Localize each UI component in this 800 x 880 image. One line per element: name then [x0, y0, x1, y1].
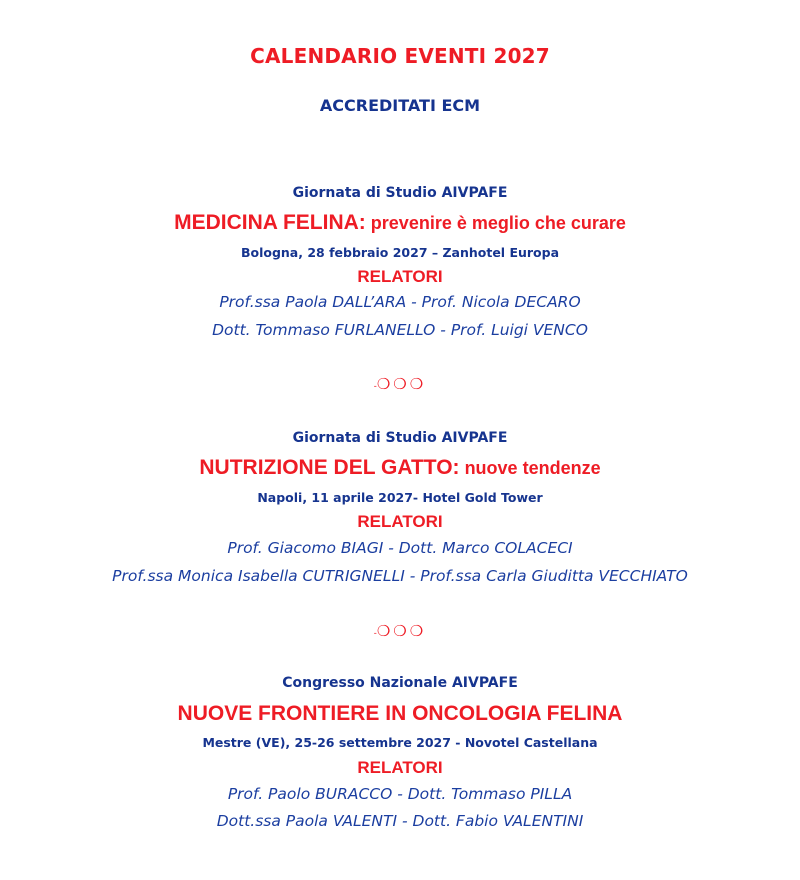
event-3-location-date: Mestre (VE), 25-26 settembre 2027 - Novotel Castellana: [202, 735, 598, 750]
section-divider: [0, 375, 800, 393]
event-1-headline: [0, 211, 800, 235]
event-3-speakers-line-2: Dott.ssa Paola VALENTI - Dott. Fabio VALENTINI: [216, 812, 584, 830]
divider-circles-icon: ❍❍❍: [376, 622, 427, 640]
event-2-speakers-label: RELATORI: [357, 512, 443, 531]
event-2-speakers-line-2: Prof.ssa Monica Isabella CUTRIGNELLI - Prof.ssa Carla Giuditta VECCHIATO: [112, 567, 688, 585]
event-1-speakers-label: RELATORI: [357, 267, 443, 286]
event-1-headline-main: MEDICINA FELINA:: [174, 211, 366, 234]
event-3-speakers-label: RELATORI: [357, 758, 443, 777]
event-2-speakers-line-1: Prof. Giacomo BIAGI - Dott. Marco COLACECI: [227, 539, 573, 557]
event-2-headline: [0, 456, 800, 480]
event-1-speakers-line-1: Prof.ssa Paola DALL’ARA - Prof. Nicola DECARO: [219, 293, 581, 311]
page-subtitle: ACCREDITATI ECM: [319, 96, 481, 115]
event-3-speakers-line-1: Prof. Paolo BURACCO - Dott. Tommaso PILLA: [227, 785, 573, 803]
event-1-location-date: Bologna, 28 febbraio 2027 – Zanhotel Europa: [240, 245, 560, 260]
event-2-headline-tail: nuove tendenze: [459, 458, 601, 478]
section-divider: [0, 622, 800, 640]
event-2-headline-main: NUTRIZIONE DEL GATTO:: [199, 456, 460, 479]
event-1-organizer: Giornata di Studio AIVPAFE: [292, 185, 508, 201]
page-title: CALENDARIO EVENTI 2027: [250, 44, 550, 68]
event-3-headline: [0, 702, 800, 726]
event-1-speakers-line-2: Dott. Tommaso FURLANELLO - Prof. Luigi VENCO: [212, 321, 588, 339]
event-2-location-date: Napoli, 11 aprile 2027- Hotel Gold Tower: [257, 490, 543, 505]
event-2-organizer: Giornata di Studio AIVPAFE: [292, 430, 508, 446]
event-1-headline-tail: prevenire è meglio che curare: [365, 213, 626, 233]
divider-dash: -: [373, 629, 377, 639]
event-3-organizer: Congresso Nazionale AIVPAFE: [282, 675, 518, 691]
event-3-headline-main: NUOVE FRONTIERE IN ONCOLOGIA FELINA: [177, 702, 623, 725]
divider-dash: -: [373, 382, 377, 392]
divider-circles-icon: ❍❍❍: [376, 375, 427, 393]
